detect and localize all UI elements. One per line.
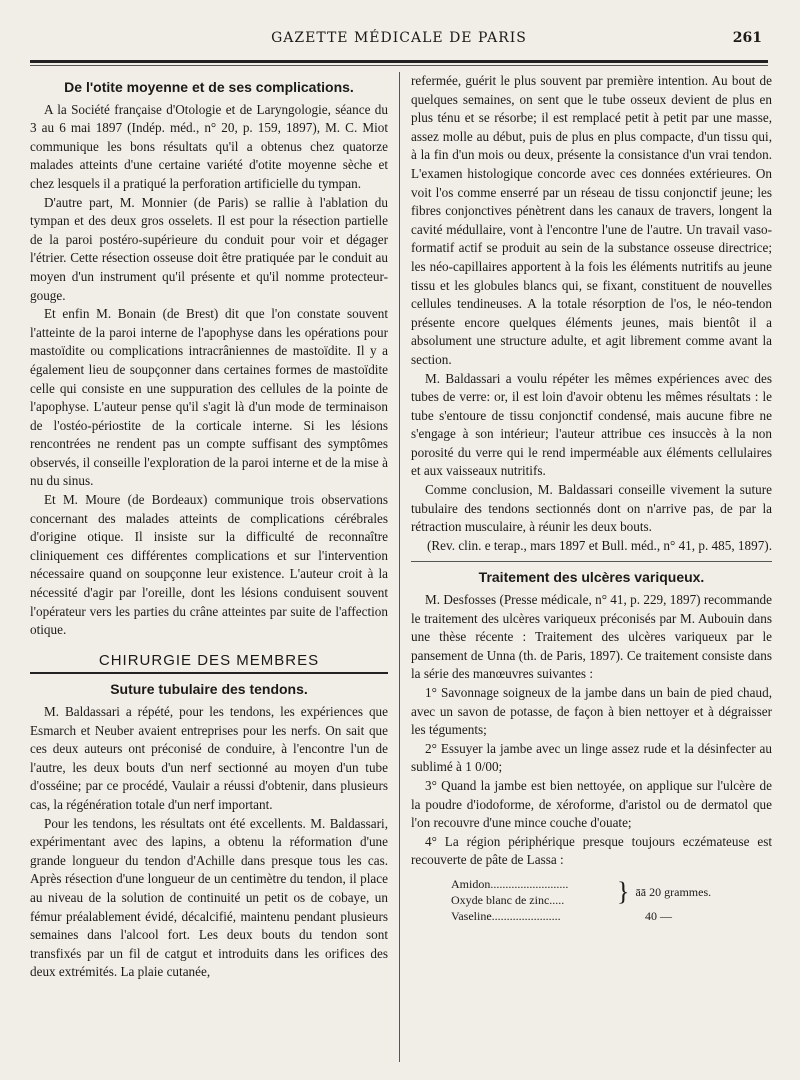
step-2: 2° Essuyer la jambe avec un linge assez rude et la désinfecter au sublimé à 1 0/00; <box>411 740 772 775</box>
journal-title: GAZETTE MÉDICALE DE PARIS <box>271 30 527 46</box>
ingredient-oxyde-zinc: Oxyde blanc de zinc..... <box>451 892 565 907</box>
ingredient-vaseline: Vaseline....................... <box>451 908 561 923</box>
section-title-ulceres: Traitement des ulcères variqueux. <box>478 569 705 586</box>
paragraph: Pour les tendons, les résultats ont été excellents. M. Baldassari, expérimentant avec des lapins, a obtenu la réformation d'une grande longueur du tendon d'Achille dans presque tous les cas. Après résection d'une longueur de un centimètre du tendon, il place au niveau de la solution de continuité un petit os de cobaye, un fémur préalablement évidé, décalcifié, maintenu pendant plusieurs semaines dans l'alcool fort. Les deux bouts du tendon sont transfixés par un fil de catgut et introduits dans les orifices des deux extrémités. La plaie cutanée, <box>30 815 388 980</box>
quantity-vaseline: 40 — <box>645 908 672 923</box>
paragraph: Et M. Moure (de Bordeaux) communique trois observations concernant des malades atteints de complications cérébrales d'origine otique. Il insiste sur la difficulté de reconnaître cliniquement ces différentes complications et sur l'intervention nécessaire quand on soupçonne leur existence. L'auteur croit à la nécessité d'agir par l'oreille, dont les lésions conduisent souvent l'opérateur vers les parties du crâne atteintes par suite de l'affection otique. <box>30 492 388 638</box>
paragraph: M. Desfosses (Presse médicale, n° 41, p. 229, 1897) recommande le traitement des ulcères variqueux préconisés par M. Aubouin dans une thèse récente : Traitement des ulcères variqueux par le pansement de Unna (th. de Paris, 1897). Ce traitement consiste dans la série des manœuvres suivantes : <box>411 592 772 682</box>
header-rule-thick <box>30 60 768 63</box>
quantity-aa: āā 20 grammes. <box>635 884 712 899</box>
column-divider <box>399 72 400 1062</box>
section-title-otite: De l'otite moyenne et de ses complications. <box>64 79 354 95</box>
section-rule <box>411 561 772 562</box>
paragraph: D'autre part, M. Monnier (de Paris) se rallie à l'ablation du tympan et des deux gros osselets. Il est pour la résection partielle de la paroi postéro-supérieure du conduit pour voir et dégager l'étrier. Cette résection osseuse doit être pratiquée par le conduit au moyen d'un instrument qu'il présente et qu'il nomme protecteur-gouge. <box>30 194 388 303</box>
left-column <box>30 72 388 1072</box>
right-column <box>411 72 772 1072</box>
paragraph: M. Baldassari a voulu répéter les mêmes expériences avec des tubes de verre: or, il est loin d'avoir obtenu les mêmes résultats : le tube s'entoure de tissu conjonctif condensé, mais aucune fibre ne s'engage à son intérieur; l'auteur attribue ces insuccès à la non porosité du verre qui le rend imperméable aux éléments cellulaires et aux vaisseaux nutritifs. <box>411 370 772 479</box>
step-1: 1° Savonnage soigneux de la jambe dans un bain de pied chaud, avec un savon de potasse, de façon à bien nettoyer et à dégraisser les téguments; <box>411 685 772 738</box>
step-3: 3° Quand la jambe est bien nettoyée, on applique sur l'ulcère de la poudre d'iodoforme, de xéroforme, d'aristol ou de dermatol que l'on recouvre d'une mince couche d'ouate; <box>411 777 772 831</box>
step-4: 4° La région périphérique presque toujours eczémateuse est recouverte de pâte de Lassa : <box>411 833 772 868</box>
paragraph: Et enfin M. Bonain (de Brest) dit que l'on constate souvent l'atteinte de la paroi interne de l'apophyse dans les opérations pour mastoïdite ou complications intracrâniennes de mastoïdite. Il y a également lieu de soupçonner dans certaines formes de mastoïdite celle qui consiste en une suppuration des cellules de la pointe de l'apophyse. L'auteur pense qu'il s'agit là d'un mode de terminaison de l'ostéo-périostite de la corticale interne. Si les lésions rencontrées ne rendent pas un compte suffisant des symptômes observés, il conseille l'exploration de la paroi interne et de la mise à nu du sinus. <box>30 306 388 489</box>
paragraph: A la Société française d'Otologie et de Laryngologie, séance du 3 au 6 mai 1897 (Indép. méd., n° 20, p. 159, 1897), M. C. Miot communique les bons résultats qu'il a obtenus chez quatorze malades atteints d'une certaine variété d'otite moyenne sèche et chez lesquels il a pratiqué la perforation artificielle du tympan. <box>30 101 388 191</box>
header-rule-thin <box>30 65 768 66</box>
paragraph: refermée, guérit le plus souvent par première intention. Au bout de quelques semaines, on sent que le tube osseux devient de plus en plus ténu et se résorbe; il est remplacé petit à petit par une masse, assez molle au début, puis de plus en plus compacte, d'un tissu qui, à la fin d'un mois ou deux, présente la consistance d'un vrai tendon. L'examen histologique concorde avec ces données extérieures. On voit l'os comme enserré par un réseau de tissu conjonctif jeune; les fibres conjonctives pénètrent dans les canaux de travers, longent la cavité médullaire, vont à l'encontre l'une de l'autre. Un travail vaso-formatif actif se produit au sein de la substance osseuse directrice; les néo-capillaires apportent à la fois les éléments nutritifs au jeune tissu et les globules blancs qui, se fixant, constituent de nouvelles cellules tendineuses. A la totale résorption de l'os, le néo-tendon présente encore quelques éléments jeunes, mais bientôt il a absolument une structure adulte, et agit librement comme avant la section. <box>411 73 772 367</box>
paragraph: Comme conclusion, M. Baldassari conseille vivement la suture tubulaire des tendons sectionnés dont on n'arrive pas, de par la rétraction musculaire, à réunir les deux bouts. <box>411 482 772 535</box>
section-title-suture: Suture tubulaire des tendons. <box>110 681 308 698</box>
brace: } <box>617 876 630 906</box>
section-heading-chirurgie: CHIRURGIE DES MEMBRES <box>30 652 388 675</box>
lassa-paste-formula <box>451 876 772 924</box>
page-number: 261 <box>732 30 762 46</box>
ingredient-amidon: Amidon.......................... <box>451 876 569 891</box>
paragraph: M. Baldassari a répété, pour les tendons, les expériences que Esmarch et Neuber avaient entreprises pour les nerfs. On sait que ces deux auteurs ont préconisé de conduire, à l'encontre l'un de l'autre, les deux bouts d'un nerf sectionné au moyen d'un tube d'osséine; par ce procédé, Vaulair a réussi d'obtenir, dans plusieurs cas, la régénération totale d'un nerf important. <box>30 704 388 812</box>
running-header <box>30 30 768 54</box>
reference: (Rev. clin. e terap., mars 1897 et Bull. méd., n° 41, p. 485, 1897). <box>426 537 772 553</box>
